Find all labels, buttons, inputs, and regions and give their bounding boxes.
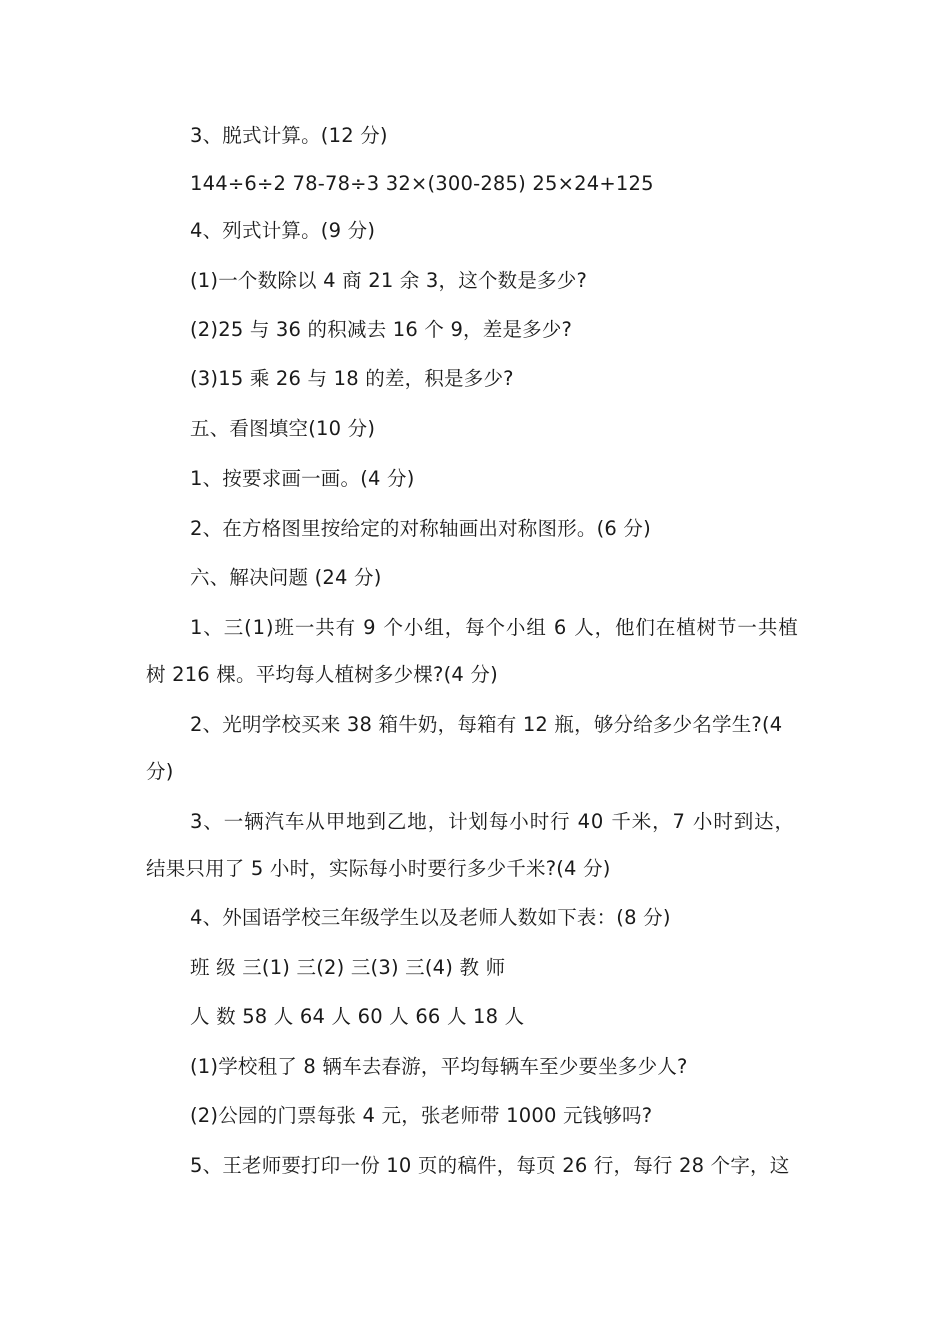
section-heading-3: 3、脱式计算。(12 分)	[190, 124, 388, 147]
paragraph-line: 结果只用了 5 小时，实际每小时要行多少千米?(4 分)	[146, 857, 611, 880]
section-heading-five: 五、看图填空(10 分)	[190, 417, 376, 440]
question-line: 1、按要求画一画。(4 分)	[190, 467, 415, 490]
paragraph-line: 3、一辆汽车从甲地到乙地，计划每小时行 40 千米，7 小时到达，	[190, 810, 795, 833]
paragraph-line: 5、王老师要打印一份 10 页的稿件，每页 26 行，每行 28 个字，这	[190, 1154, 790, 1177]
expression-line: 144÷6÷2 78-78÷3 32×(300-285) 25×24+125	[190, 172, 654, 195]
section-heading-4: 4、列式计算。(9 分)	[190, 219, 376, 242]
question-line: (2)25 与 36 的积减去 16 个 9，差是多少?	[190, 318, 573, 341]
paragraph-line: 2、光明学校买来 38 箱牛奶，每箱有 12 瓶，够分给多少名学生?(4	[190, 713, 783, 736]
question-line: (1)学校租了 8 辆车去春游，平均每辆车至少要坐多少人?	[190, 1055, 688, 1078]
paragraph-line: 4、外国语学校三年级学生以及老师人数如下表：(8 分)	[190, 906, 671, 929]
table-header-row: 班 级 三(1) 三(2) 三(3) 三(4) 教 师	[190, 956, 506, 979]
question-line: (3)15 乘 26 与 18 的差，积是多少?	[190, 367, 514, 390]
question-line: (2)公园的门票每张 4 元，张老师带 1000 元钱够吗?	[190, 1104, 653, 1127]
paragraph-line: 分)	[146, 760, 174, 783]
paragraph-line: 树 216 棵。平均每人植树多少棵?(4 分)	[146, 663, 498, 686]
table-data-row: 人 数 58 人 64 人 60 人 66 人 18 人	[190, 1005, 525, 1028]
paragraph-line: 1、三(1)班一共有 9 个小组，每个小组 6 人，他们在植树节一共植	[190, 616, 799, 639]
section-heading-six: 六、解决问题 (24 分)	[190, 566, 382, 589]
question-line: (1)一个数除以 4 商 21 余 3，这个数是多少?	[190, 269, 587, 292]
question-line: 2、在方格图里按给定的对称轴画出对称图形。(6 分)	[190, 517, 651, 540]
